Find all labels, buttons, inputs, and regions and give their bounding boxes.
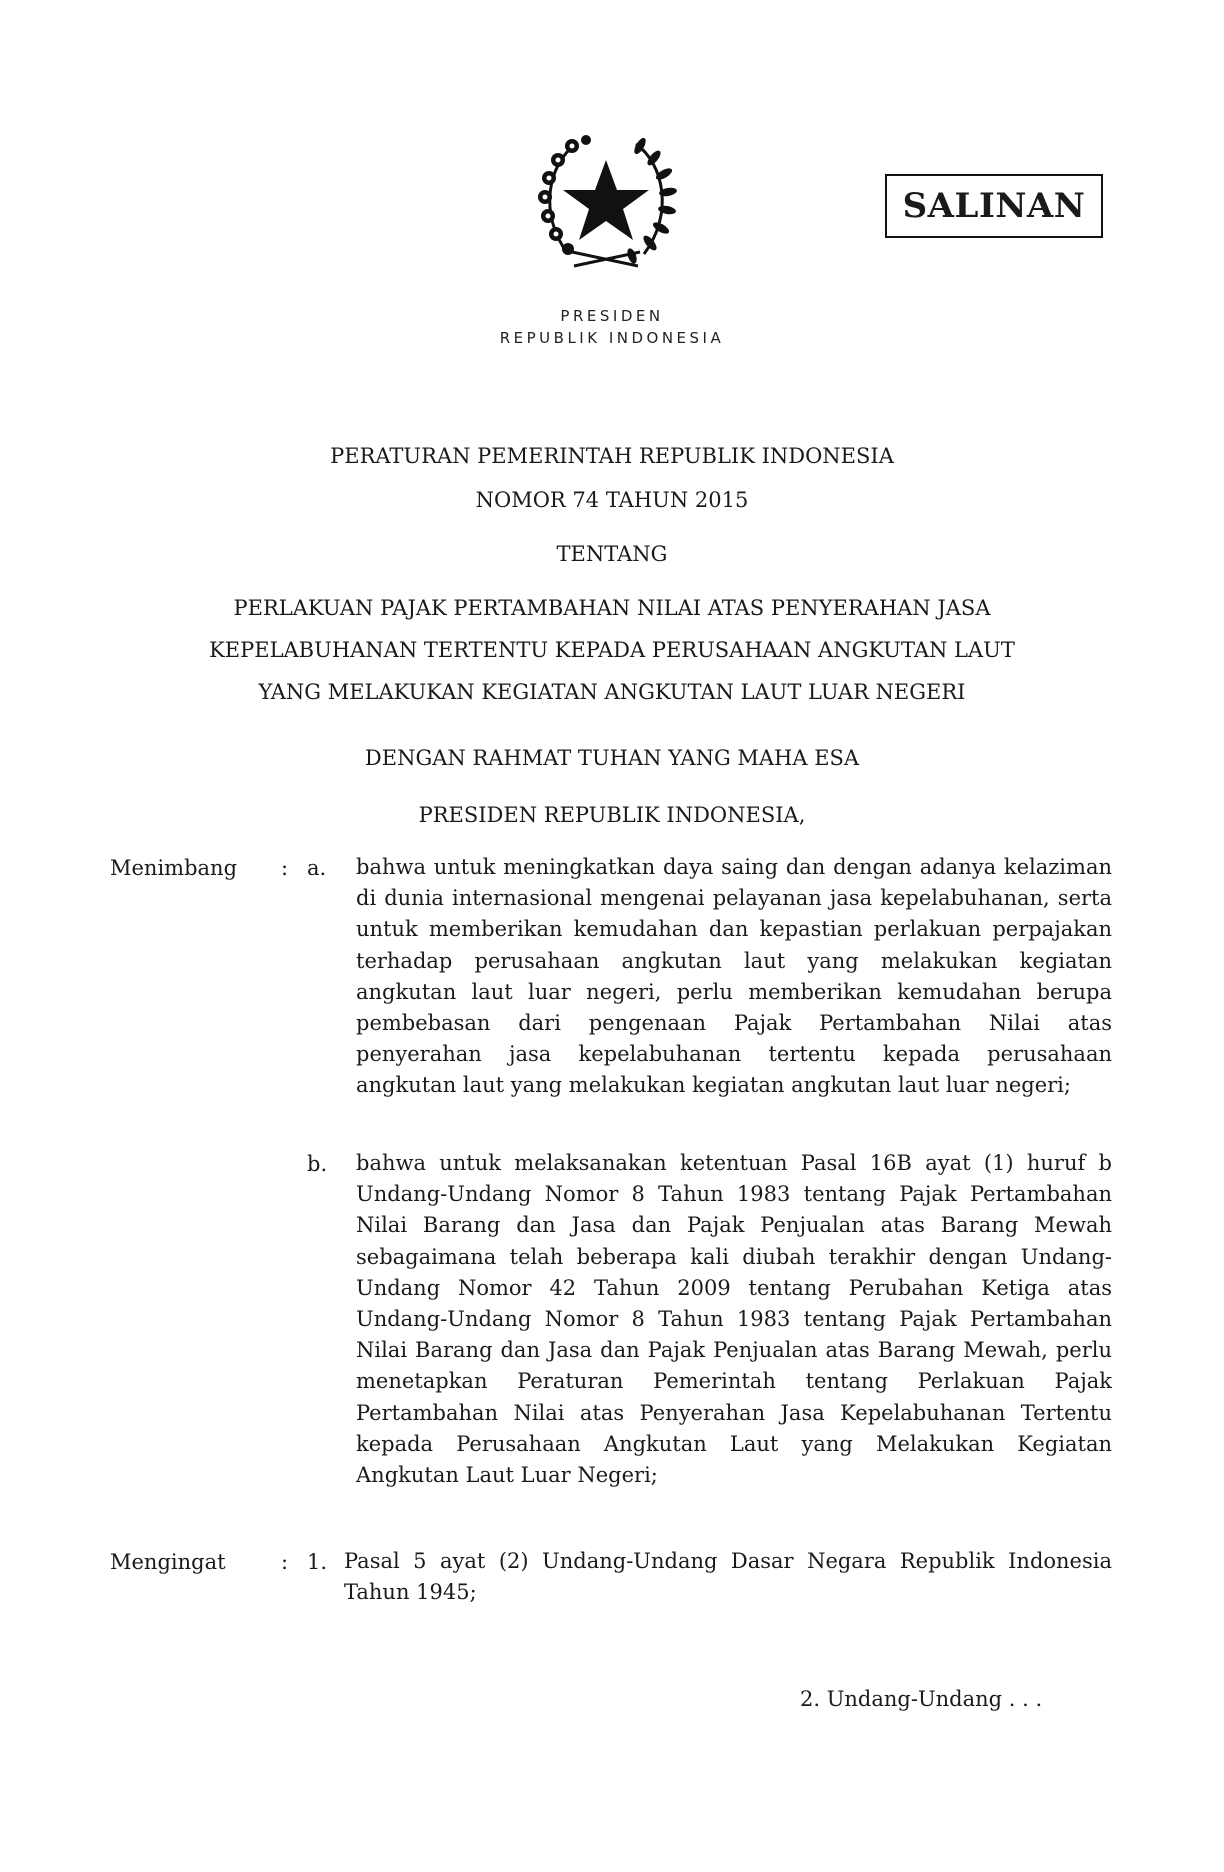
- salinan-stamp: SALINAN: [885, 174, 1103, 238]
- subject-line-1: PERLAKUAN PAJAK PERTAMBAHAN NILAI ATAS PENYERAHAN JASA: [233, 596, 991, 620]
- menimbang-a-text: bahwa untuk meningkatkan daya saing dan dengan adanya kelaziman di dunia internasional mengenai pelayanan jasa kepelabuhanan, serta untuk memberikan kemudahan dan kepastian perlakuan perpajakan terhadap perusahaan angkutan laut yang melakukan kegiatan angkutan laut luar negeri, perlu memberikan kemudahan berupa pembebasan dari pengenaan Pajak Pertambahan Nilai atas penyerahan jasa kepelabuhanan tertentu kepada perusahaan angkutan laut yang melakukan kegiatan angkutan laut luar negeri;: [356, 855, 1112, 1098]
- menimbang-b-text: bahwa untuk melaksanakan ketentuan Pasal 16B ayat (1) huruf b Undang-Undang Nomor 8 Tahun 1983 tentang Pajak Pertambahan Nilai Barang dan Jasa dan Pajak Penjualan atas Barang Mewah sebagaimana telah beberapa kali diubah terakhir dengan Undang-Undang Nomor 42 Tahun 2009 tentang Perubahan Ketiga atas Undang-Undang Nomor 8 Tahun 1983 tentang Pajak Pertambahan Nilai Barang dan Jasa dan Pajak Penjualan atas Barang Mewah, perlu menetapkan Peraturan Pemerintah tentang Perlakuan Pajak Pertambahan Nilai atas Penyerahan Jasa Kepelabuhanan Tertentu kepada Perusahaan Angkutan Laut yang Melakukan Kegiatan Angkutan Laut Luar Negeri;: [356, 1151, 1112, 1488]
- menimbang-a-marker: a.: [307, 856, 327, 880]
- subject-line-3: YANG MELAKUKAN KEGIATAN ANGKUTAN LAUT LUAR NEGERI: [258, 680, 966, 704]
- org-name-line1: PRESIDEN: [560, 307, 664, 325]
- menimbang-label: Menimbang: [110, 856, 238, 880]
- tentang-heading: TENTANG: [556, 542, 668, 566]
- subject-line-2: KEPELABUHANAN TERTENTU KEPADA PERUSAHAAN ANGKUTAN LAUT: [209, 638, 1015, 662]
- menimbang-colon: :: [281, 856, 289, 880]
- rahmat-line: DENGAN RAHMAT TUHAN YANG MAHA ESA: [364, 746, 860, 770]
- presiden-line: PRESIDEN REPUBLIK INDONESIA,: [418, 803, 806, 827]
- regulation-number: NOMOR 74 TAHUN 2015: [475, 488, 749, 512]
- presidential-emblem: [528, 124, 684, 276]
- mengingat-colon: :: [281, 1550, 289, 1574]
- regulation-title: PERATURAN PEMERINTAH REPUBLIK INDONESIA: [330, 444, 894, 468]
- org-name-line2: REPUBLIK INDONESIA: [499, 329, 725, 347]
- mengingat-1-text: Pasal 5 ayat (2) Undang-Undang Dasar Negara Republik Indonesia Tahun 1945;: [344, 1549, 1112, 1605]
- mengingat-label: Mengingat: [110, 1550, 226, 1574]
- star-wreath-icon: [528, 124, 684, 276]
- mengingat-1-marker: 1.: [307, 1550, 328, 1574]
- menimbang-b-marker: b.: [307, 1152, 328, 1176]
- next-page-reference: 2. Undang-Undang . . .: [800, 1687, 1043, 1711]
